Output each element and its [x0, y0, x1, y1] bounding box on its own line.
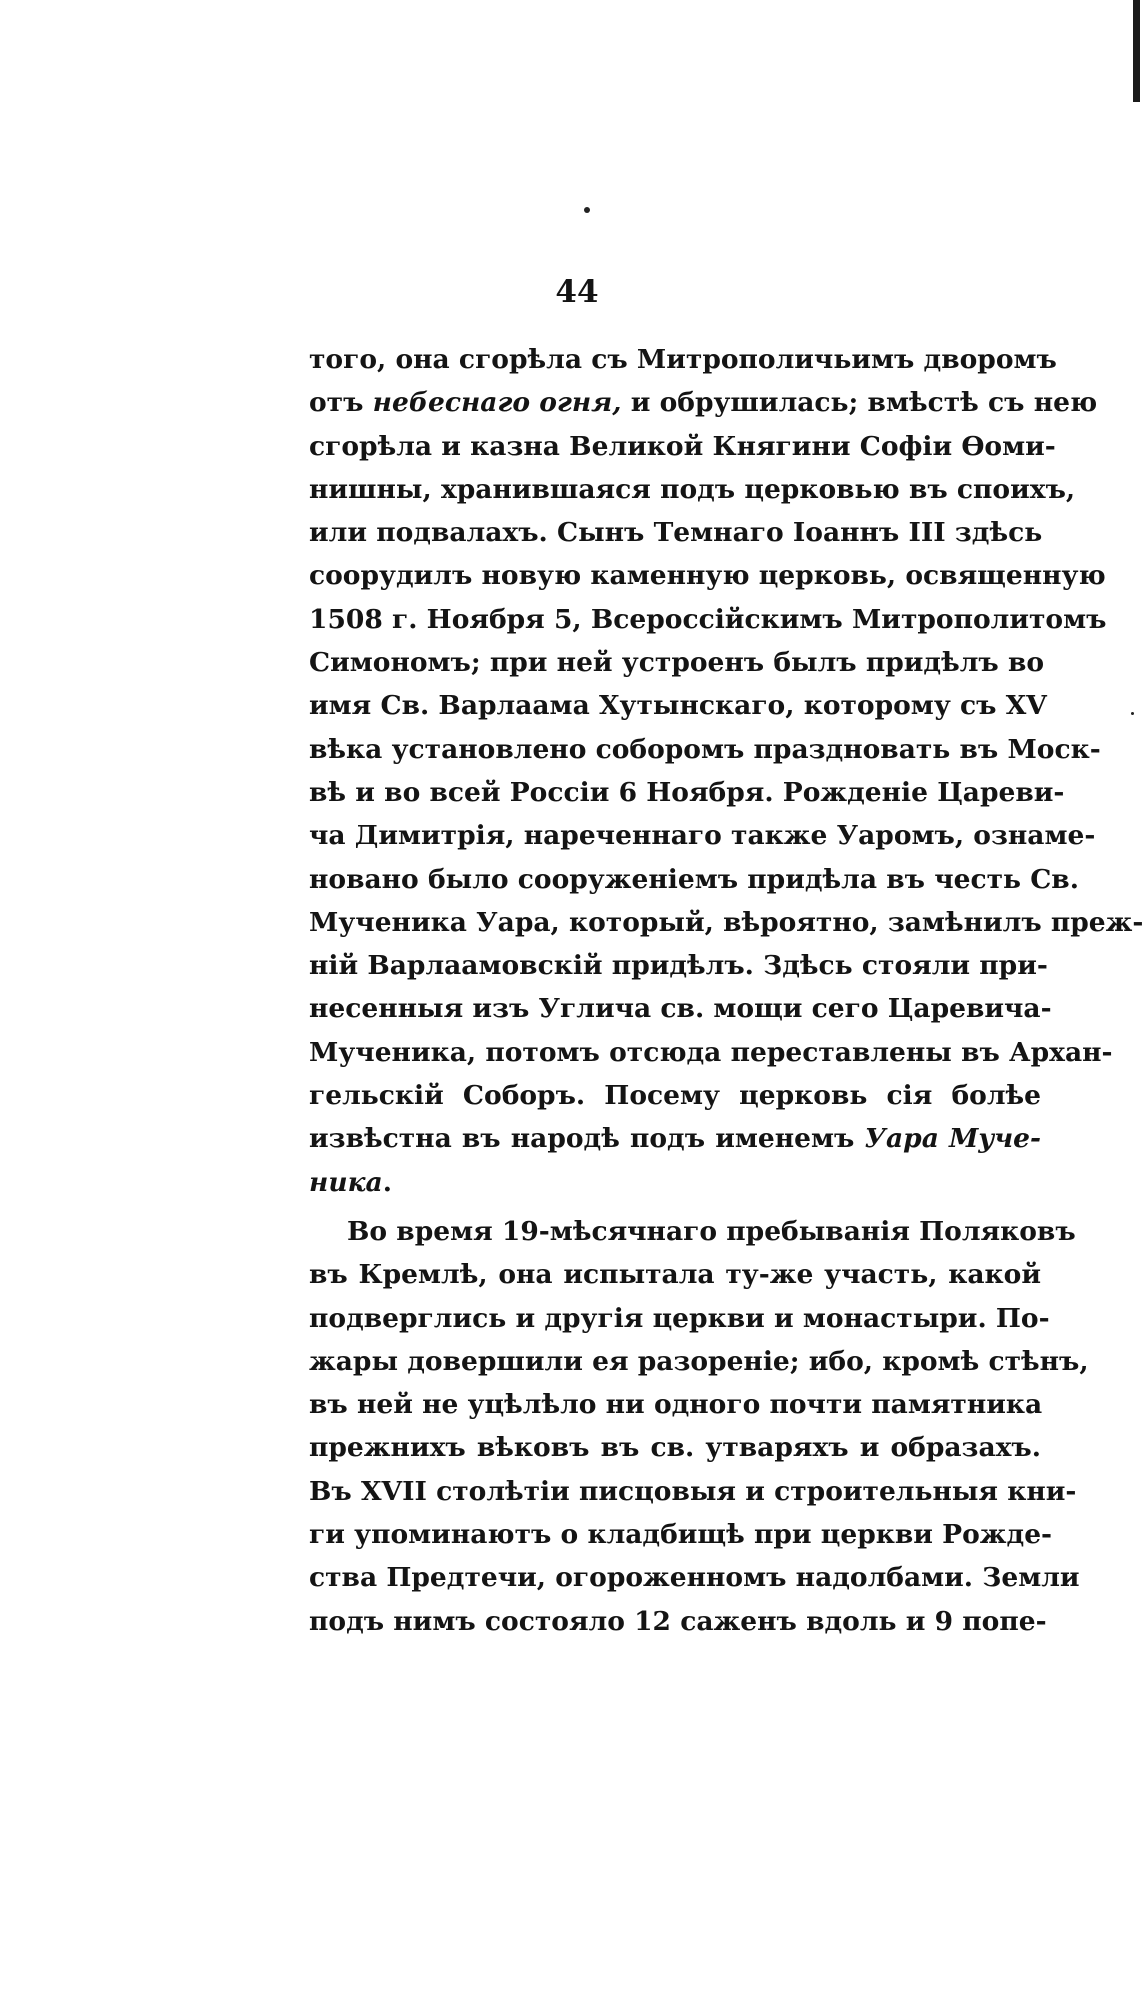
italic-phrase: ника [309, 1166, 383, 1198]
text-line: Въ XVII столѣтіи писцовыя и строительныя кни- [309, 1475, 1077, 1507]
text-line: вѣка установлено соборомъ праздновать въ Моск- [309, 733, 1101, 765]
text-line: Во время 19-мѣсячнаго пребыванія Поляковъ [347, 1215, 1076, 1247]
body-text [309, 338, 1143, 1643]
text-line: новано было сооруженіемъ придѣла въ честь Св. [309, 863, 1079, 895]
text-segment: извѣстна въ народѣ подъ именемъ [309, 1123, 865, 1155]
text-line: 1508 г. Ноября 5, Всероссійскимъ Митрополитомъ [309, 603, 1107, 635]
paragraph-1 [309, 338, 1143, 1204]
text-line: Симономъ; при ней устроенъ былъ придѣлъ во [309, 647, 1045, 679]
text-line: соорудилъ новую каменную церковь, освященную [309, 560, 1106, 592]
text-line: ства Предтечи, огороженномъ надолбами. Земли [309, 1562, 1080, 1594]
text-line: нишны, хранившаяся подъ церковью въ споихъ, [309, 473, 1076, 505]
text-line [309, 1117, 1041, 1160]
page-edge-shadow [1133, 0, 1140, 102]
ink-speck [1131, 712, 1134, 715]
text-line: ча Димитрія, нареченнаго также Уаромъ, ознаме- [309, 820, 1096, 852]
text-line: въ ней не уцѣлѣло ни одного почти памятника [309, 1389, 1043, 1421]
text-line: Мученика Уара, который, вѣроятно, замѣнилъ преж- [309, 906, 1143, 938]
text-line [309, 1161, 1041, 1204]
page-number: 44 [555, 274, 599, 310]
text-line: въ Кремлѣ, она испытала ту-же участь, какой [309, 1259, 1041, 1291]
text-line: сгорѣла и казна Великой Княгини Софіи Ѳоми- [309, 430, 1056, 462]
text-segment: отъ [309, 387, 373, 419]
text-line: несенныя изъ Углича св. мощи сего Царевича- [309, 993, 1052, 1025]
text-line: того, она сгорѣла съ Митрополичьимъ дворомъ [309, 344, 1057, 375]
text-line: ній Варлаамовскій придѣлъ. Здѣсь стояли при- [309, 950, 1048, 982]
text-line: жары довершили ея разореніе; ибо, кромѣ стѣнъ, [309, 1345, 1089, 1377]
text-line: имя Св. Варлаама Хутынскаго, которому съ XV [309, 690, 1047, 722]
text-segment: . [382, 1166, 392, 1198]
ink-speck [584, 207, 590, 213]
text-line: подверглись и другія церкви и монастыри. По- [309, 1302, 1050, 1334]
text-line: гельскій Соборъ. Посему церковь сія болѣе [309, 1080, 1041, 1112]
text-line: вѣ и во всей Россіи 6 Ноября. Рожденіе Цареви- [309, 776, 1065, 808]
text-line: прежнихъ вѣковъ въ св. утваряхъ и образахъ. [309, 1432, 1041, 1464]
italic-phrase: небеснаго огня, [372, 387, 622, 419]
text-segment: и обрушилась; вмѣстѣ съ нею [621, 387, 1098, 419]
text-line [309, 381, 1098, 424]
text-line: подъ нимъ состояло 12 саженъ вдоль и 9 попе- [309, 1605, 1047, 1637]
text-line: Мученика, потомъ отсюда переставлены въ Архан- [309, 1036, 1113, 1068]
italic-phrase: Уара Муче- [864, 1123, 1041, 1155]
paragraph-2 [309, 1210, 1089, 1643]
text-line: ги упоминаютъ о кладбищѣ при церкви Рожде- [309, 1519, 1053, 1551]
text-line: или подвалахъ. Сынъ Темнаго Іоаннъ III здѣсь [309, 517, 1043, 549]
